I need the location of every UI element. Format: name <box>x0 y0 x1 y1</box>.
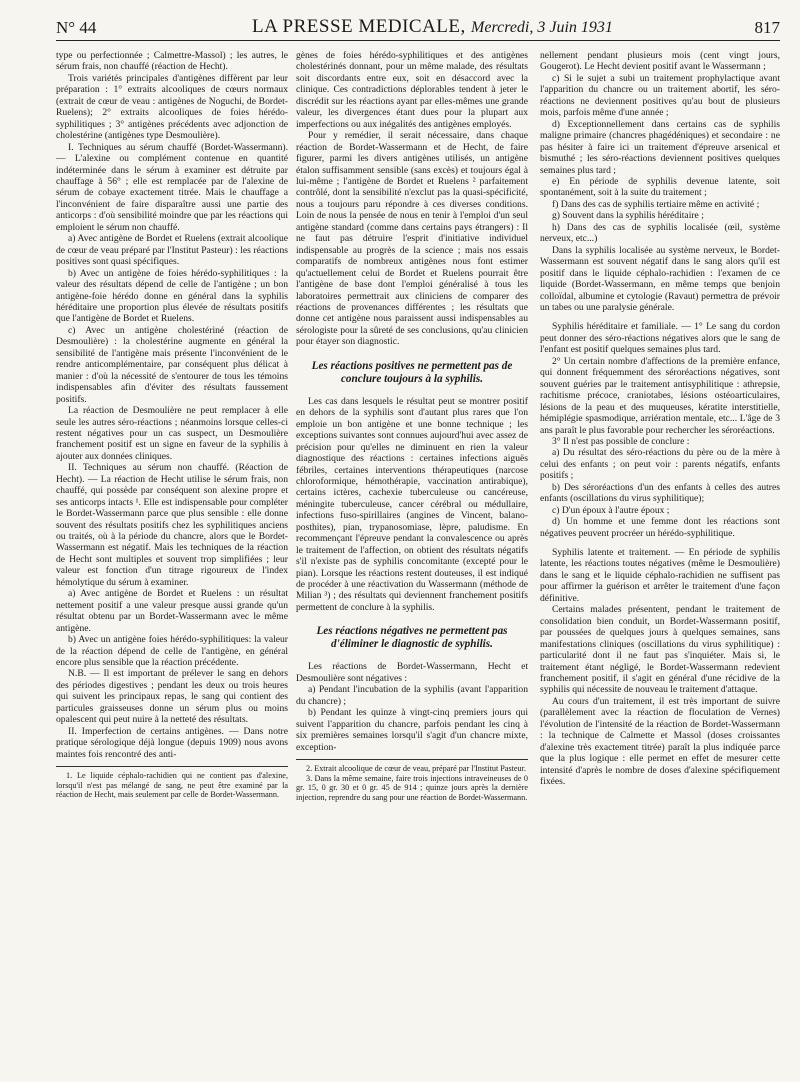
paragraph: d) Exceptionnellement dans certains cas de syphilis maligne primaire (chancres phagédéniques) et secondaire : ne pas hésiter à faire ici un traitement d'épreuve arsenical et bismuthé ; les séro-réactions deviennent positives quelques semaines plus tard ; <box>540 118 780 176</box>
paragraph: 2° Un certain nombre d'affections de la première enfance, qui donnent fréquemment des séroréactions négatives, sont souvent guéries par le traitement antisyphilitique : athrepsie, rachitisme précoce, craniotabes, lésions ostéoarticulaires, lésions de la peau et des muqueuses, kératite interstitielle, hémiplégie spasmodique, arriération mentale, etc... L'âge de 3 ans paraît le plus favorable pour rechercher les séroréactions. <box>540 355 780 436</box>
journal-name: LA PRESSE MEDICALE, <box>252 16 466 37</box>
paragraph: Les cas dans lesquels le résultat peut se montrer positif en dehors de la syphilis sont d'autant plus rares que l'on emploie un bon antigène et une bonne technique ; les exceptions suivantes sont connues aujourd'hui avec assez de précision pour qu'elles ne diminuent en rien la valeur diagnostique des réactions : certaines infections aiguës fébriles, certaines interventions thérapeutiques (narcose chloroformique, hémothérapie, vaccination antirabique), certains ictères, cachexie tuberculeuse ou cancéreuse, méningite tuberculeuse, cancer cérébral ou médullaire, infections fuso-spirillaires (angines de Vincent, balano-posthites), pian, trypanosomiase, lèpre, paludisme. En recommençant l'épreuve pendant la convalescence ou après le traitement de l'affection, on obtient des résultats négatifs s'il n'existe pas de syphilis concomitante (excepté pour le pian). Lorsque les réactions restent douteuses, il est indiqué de procéder à une réactivation du Wassermann (méthode de Milian ³) ; des résultats qui deviennent franchement positifs permettent de conclure à la syphilis. <box>296 395 528 613</box>
paragraph: Syphilis héréditaire et familiale. — 1° Le sang du cordon peut donner des séro-réactions négatives alors que le sang de l'enfant est positif quelques semaines plus tard. <box>540 321 780 356</box>
paragraph: type ou perfectionnée ; Calmettre-Massol) ; les autres, le sérum frais, non chauffé (réaction de Hecht). <box>56 50 288 73</box>
paragraph: I. Techniques au sérum chauffé (Bordet-Wassermann). — L'alexine ou complément contenue en quantité indéterminée dans le sérum à examiner est détruite par chauffage à 56° ; elle est remplacée par de l'alexine de sérum de cobaye exactement titrée. Mais le chauffage a l'inconvénient de faire disparaître aussi une partie des anticorps : d'où sensibilité moindre que par les réactions qui emploient le sérum non chauffé. <box>56 141 288 233</box>
paragraph: c) Avec un antigène cholestériné (réaction de Desmoulière) : la cholestérine augmente en général la sensibilité de l'antigène mais présente l'inconvénient de le rendre anticomplémentaire, par conséquent plus délicat à manier : d'où la nécessité de s'entourer de tous les témoins indispensables afin d'éviter des résultats faussement positifs. <box>56 324 288 405</box>
paragraph: g) Souvent dans la syphilis héréditaire ; <box>552 210 704 222</box>
paragraph: Certains malades présentent, pendant le traitement de consolidation bien conduit, un Bordet-Wassermann positif, par poussées de quelques jours à quelques semaines, sans manifestations cliniques (oscillations du virus syphilitique) : particularité dont il ne faut pas s'inquiéter. Mais si, le traitement étant négligé, le Bordet-Wassermann redevient franchement positif, il s'agit en général d'une récidive de la syphilis qui nécessite de nouveau le traitement d'attaque. <box>540 604 780 696</box>
footnote: 2. Extrait alcoolique de cœur de veau, préparé par l'Institut Pasteur. <box>306 764 526 774</box>
paragraph: b) Des séroréactions d'un des enfants à celles des autres enfants (oscillations du virus syphilitique); <box>540 481 780 505</box>
paragraph: La réaction de Desmoulière ne peut remplacer à elle seule les autres séro-réactions ; néanmoins lorsque celles-ci restent négatives pour un cas suspect, un Desmoulière franchement positif est un signe en faveur de la syphilis à ajouter aux données cliniques. <box>56 405 288 462</box>
section-heading: Les réactions positives ne permettent pas de conclure toujours à la syphilis. <box>311 359 513 385</box>
page-header <box>56 14 780 41</box>
paragraph: gènes de foies hérédo-syphilitiques et des antigènes cholestérinés donnant, pour un même malade, des résultats soit discordants entre eux, soit en désaccord avec la clinique. Ces contradictions déplorables tendent à jeter le discrédit sur les réactions ayant par elles-mêmes une grande valeur, les divergences étant dues pour la plupart aux imperfections ou aux inégalités des antigènes employés. <box>296 50 528 130</box>
column-left <box>56 50 288 800</box>
spacer <box>540 539 780 547</box>
footnotes <box>56 766 288 800</box>
footnote: 3. Dans la même semaine, faire trois injections intraveineuses de 0 gr. 15, 0 gr. 30 et 0 gr. 45 de 914 ; quinze jours après la dernière injection, reprendre du sang pour une réaction de Bordet-Wassermann. <box>296 773 528 802</box>
paragraph: Les réactions de Bordet-Wassermann, Hecht et Desmoulière sont négatives : <box>296 661 528 684</box>
section-heading: Les réactions négatives ne permettent pas d'éliminer le diagnostic de syphilis. <box>316 625 508 651</box>
paragraph: c) D'un époux à l'autre époux ; <box>552 504 670 516</box>
paragraph: 3° Il n'est pas possible de conclure : <box>552 435 690 447</box>
paragraph: a) Avec antigène de Bordet et Ruelens (extrait alcoolique de cœur de veau préparé par l'Institut Pasteur) : les réactions positives sont quasi spécifiques. <box>56 233 288 268</box>
issue-date: Mercredi, 3 Juin 1931 <box>471 19 613 36</box>
paragraph: e) En période de syphilis devenue latente, soit spontanément, soit à la suite du traitement ; <box>540 175 780 199</box>
page-number: 817 <box>754 18 780 37</box>
column-right <box>540 50 780 788</box>
issue-number: N° 44 <box>56 18 97 37</box>
paragraph: Pour y remédier, il serait nécessaire, dans chaque réaction de Bordet-Wassermann et de Hecht, de faire figurer, parmi les divers antigènes utilisés, un antigène étalon suffisamment sensible (sans excès) et toujours égal à lui-même ; l'antigène de Bordet et Ruelens ² parfaitement contrôlé, dont la sensibilité n'exclut pas la quasi-spécificité, nous a toujours paru répondre à ces diverses conditions. Loin de nous la pensée de nous en tenir à l'emploi d'un seul antigène standard (comme dans certains pays étrangers) : Il ne faut pas détruire l'esprit d'initiative individuel indispensable au progrès de la science ; mais nos essais comparatifs de nombreux antigènes nous font estimer qu'actuellement celui de Bordet et Ruelens pourrait être l'antigène de base dont l'emploi généralisé à tous les laboratoires permettrait aux cliniciens de comparer des réactions de provenances différentes ; les résultats que donne cet antigène nous paraissent aussi indispensables au sérologiste pour la sûreté de ses conclusions, qu'au clinicien pour étayer son diagnostic. <box>296 130 528 348</box>
paragraph: Syphilis latente et traitement. — En période de syphilis latente, les réactions toutes négatives (même le Desmoulière) dans le sang et le liquide céphalo-rachidien ne suffisent pas pour affirmer la guérison et arrêter le traitement d'une façon définitive. <box>540 547 780 604</box>
paragraph: Au cours d'un traitement, il est très important de suivre (parallèlement avec la réaction de floculation de Vernes) l'évolution de l'intensité de la réaction de Bordet-Wassermann : la technique de Calmette et Massol (doses croissantes d'alexine très exactement titrée) paraît la plus indiquée parce que la plus logique : elle permet en effet de mesurer cette intensité d'après le nombre de doses d'alexine spécifiquement fixées. <box>540 695 780 788</box>
footnote: 1. Le liquide céphalo-rachidien qui ne contient pas d'alexine, lorsqu'il n'est pas mélangé de sang, ne peut être examiné par la réaction de Hecht, mais seulement par celle de Bordet-Wassermann. <box>56 771 288 800</box>
paragraph: a) Du résultat des séro-réactions du père ou de la mère à celui des enfants ; on peut voir : parents négatifs, enfants positifs ; <box>540 447 780 482</box>
paragraph: II. Techniques au sérum non chauffé. (Réaction de Hecht). — La réaction de Hecht utilise le sérum frais, non chauffé, qui possède par conséquent son alexine propre et ses anticorps intacts ¹. Elle est indispensable pour compléter le Bordet-Wassermann parce que plus sensible : elle donne souvent des résultats positifs chez les syphilitiques anciens ou traités, où à la période du chancre, alors que le Bordet-Wassermann est négatif. Mais les techniques de la réaction de Hecht sont multiples et souvent trop simplifiées ; leur valeur est fonction d'un titrage rigoureux de l'index hémolytique du sérum à examiner. <box>56 462 288 588</box>
paragraph: b) Avec un antigène foies hérédo-syphilitiques: la valeur de la réaction dépend de celle de l'antigène, en général encore plus sensible que la réaction précédente. <box>56 634 288 669</box>
paragraph: f) Dans des cas de syphilis tertiaire même en activité ; <box>552 198 760 210</box>
paragraph: nellement pendant plusieurs mois (cent vingt jours, Gougerot). Le Hecht devient positif avant le Wassermann ; <box>540 50 780 73</box>
paragraph: Dans la syphilis localisée au système nerveux, le Bordet-Wassermann est souvent négatif dans le sang alors qu'il est positif dans le liquide céphalo-rachidien : l'examen de ce liquide (Bordet-Wassermann, en même temps que benjoin colloïdal, albumine et cytologie (Ravaut) permettra de prévoir un tabes ou une paralysie générale. <box>540 244 780 313</box>
paragraph: Trois variétés principales d'antigènes diffèrent par leur préparation : 1° extraits alcooliques de cœurs normaux (extrait de cœur de veau : antigènes de Noguchi, de Bordet-Ruelens); 2° extraits alcooliques de foies hérédo-syphilitiques ; 3° antigènes précédents avec adjonction de cholestérine (antigènes type Desmoulière). <box>56 72 288 142</box>
paragraph: a) Avec antigène de Bordet et Ruelens : un résultat nettement positif a une valeur presque aussi grande qu'un résultat obtenu par un Bordet-Wassermann avec le même antigène. <box>56 588 288 634</box>
paragraph: b) Avec un antigène de foies hérédo-syphilitiques : la valeur des résultats dépend de celle de l'antigène ; un bon antigène-foie hérédo donne en général dans la syphilis héréditaire une proportion plus élevée de résultats positifs que l'antigène de Bordet et Ruelens. <box>56 267 288 325</box>
footnotes <box>296 759 528 802</box>
paragraph: c) Si le sujet a subi un traitement prophylactique avant l'apparition du chancre ou un traitement abortif, les séro-réactions ne deviennent positives qu'au bout de plusieurs mois, parfois même d'une année ; <box>540 72 780 119</box>
paragraph: h) Dans des cas de syphilis localisée (œil, système nerveux, etc...) <box>540 221 780 245</box>
paragraph: a) Pendant l'incubation de la syphilis (avant l'apparition du chancre) ; <box>296 684 528 707</box>
spacer <box>540 313 780 321</box>
paragraph: d) Un homme et une femme dont les réactions sont négatives peuvent procréer un hérédo-syphilitique. <box>540 516 780 539</box>
paragraph: b) Pendant les quinze à vingt-cinq premiers jours qui suivent l'apparition du chancre, parfois pendant les cinq à six premières semaines lorsqu'il s'agit d'un chancre mixte, exception- <box>296 707 528 753</box>
column-middle <box>296 50 528 802</box>
journal-title <box>252 16 613 38</box>
paragraph: N.B. — Il est important de prélever le sang en dehors des périodes digestives ; pendant les deux ou trois heures qui suivent les principaux repas, le sang qui contient des particules graisseuses donne un sérum plus ou moins opalescent qui peut nuire à la netteté des résultats. <box>56 668 288 726</box>
paragraph: II. Imperfection de certains antigènes. — Dans notre pratique sérologique déjà longue (depuis 1909) nous avons maintes fois rencontré des anti- <box>56 725 288 760</box>
